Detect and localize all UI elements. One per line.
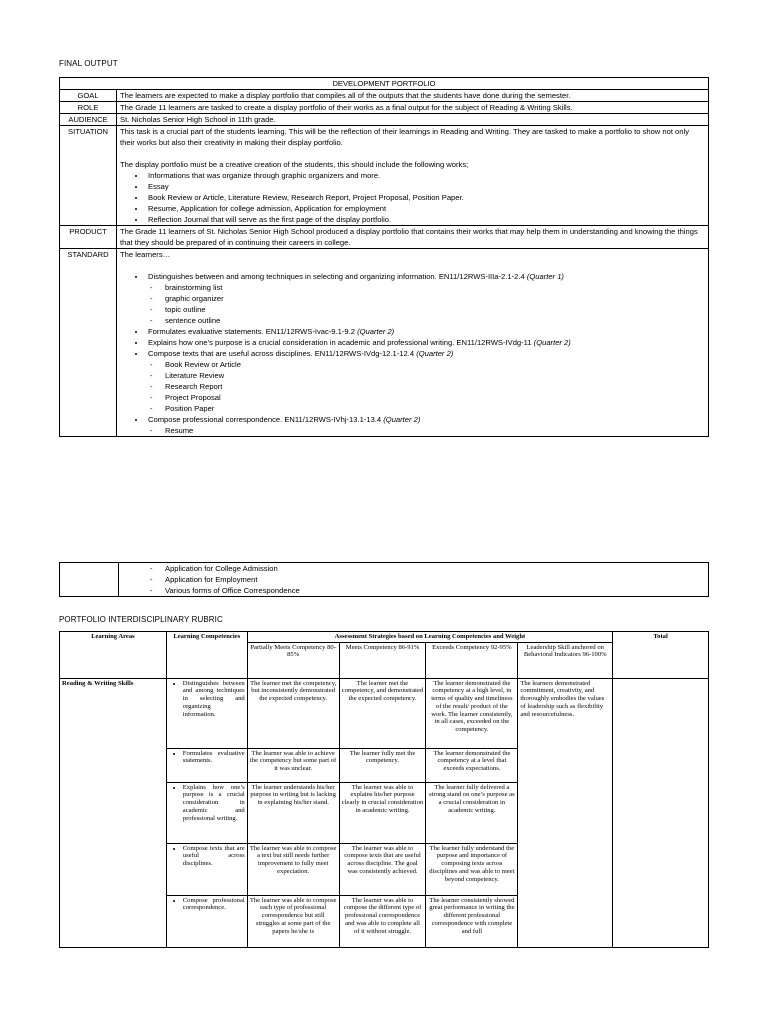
scale-meets: Meets Competency 86-91%	[339, 642, 426, 678]
quarter-tag: (Quarter 2)	[383, 415, 421, 424]
role-label: ROLE	[60, 102, 117, 114]
competency-cell	[166, 678, 247, 748]
rubric-cell: The learner demonstrated the competency at a high level, in terms of quality and timeliness of the result/ product of the work. The learner consistently, in all cases, exceeded on the competency.	[426, 678, 518, 748]
learning-area-cell: Reading & Writing Skills	[60, 678, 167, 947]
goal-label: GOAL	[60, 90, 117, 102]
scale-partially-meets: Partially Meets Competency 80-85%	[247, 642, 339, 678]
rubric-cell: The learner was able to compose each type of professional correspondence but still struggles at some part of the papers he/she is	[247, 895, 339, 947]
list-item: - Research Report	[166, 381, 705, 392]
standard-intro: The learners…	[120, 250, 171, 259]
situation-list	[120, 170, 705, 225]
standard-text: Formulates evaluative statements. EN11/12RWS-Ivac-9.1-9.2	[148, 327, 355, 336]
list-item: - Application for Employment	[166, 574, 705, 585]
list-item	[146, 348, 705, 414]
list-item: - graphic organizer	[166, 293, 705, 304]
header-assessment: Assessment Strategies based on Learning Competencies and Weight	[247, 632, 612, 643]
list-item: • Resume, Application for college admission, Application for employment	[146, 203, 705, 214]
list-item: - brainstorming list	[166, 282, 705, 293]
leadership-cell: The learners demonstrated commitment, creativity, and thoroughly embodies the values of leadership such as flexibility and resourcefulness.	[518, 678, 613, 947]
sub-list	[148, 359, 705, 414]
role-text: The Grade 11 learners are tasked to create a display portfolio of their works as a final output for the subject of Reading & Writing Skills.	[117, 102, 709, 114]
rubric-cell: The learner was able to achieve the competency but some part of it was unclear.	[247, 748, 339, 782]
rubric-cell: The learner fully delivered a strong stand on one’s purpose as a crucial consideration in academic writing.	[426, 782, 518, 843]
list-item: - Various forms of Office Correspondence	[166, 585, 705, 596]
header-total: Total	[613, 632, 709, 679]
standard-text: Compose texts that are useful across disciplines. EN11/12RWS-IVdg-12.1-12.4	[148, 349, 415, 358]
standard-cell	[117, 249, 709, 437]
competency-cell	[166, 748, 247, 782]
list-item: • Explains how one’s purpose is a crucial consideration in academic and professional writing.	[183, 784, 245, 823]
quarter-tag: (Quarter 2)	[357, 327, 395, 336]
continuation-table	[59, 562, 709, 597]
portfolio-title: DEVELOPMENT PORTFOLIO	[60, 78, 709, 90]
quarter-tag: (Quarter 1)	[526, 272, 564, 281]
list-item: • Reflection Journal that will serve as the first page of the display portfolio.	[146, 214, 705, 225]
goal-text: The learners are expected to make a display portfolio that compiles all of the outputs that the students have done during the semester.	[117, 90, 709, 102]
list-item: • Compose texts that are useful across disciplines.	[183, 845, 245, 868]
list-item: • Distinguishes between and among techniques in selecting and organizing information.	[183, 680, 245, 719]
competency-cell	[166, 895, 247, 947]
standard-label: STANDARD	[60, 249, 117, 437]
development-portfolio-table	[59, 77, 709, 437]
situation-label: SITUATION	[60, 126, 117, 226]
audience-text: St. Nicholas Senior High School in 11th grade.	[117, 114, 709, 126]
sub-list	[148, 425, 705, 436]
list-item: • Book Review or Article, Literature Review, Research Report, Project Proposal, Position Paper.	[146, 192, 705, 203]
list-item	[146, 414, 705, 436]
rubric-cell: The learner met the competency, and demonstrated the expected competency.	[339, 678, 426, 748]
rubric-cell: The learner understands his/her purpose in writing but is lacking in explaining his/her stand.	[247, 782, 339, 843]
total-cell	[613, 678, 709, 947]
standard-text: Compose professional correspondence. EN11/12RWS-IVhj-13.1-13.4	[148, 415, 382, 424]
rubric-heading: PORTFOLIO INTERDISCIPLINARY RUBRIC	[59, 615, 223, 624]
list-item: - Application for College Admission	[166, 563, 705, 574]
rubric-cell: The learner fully met the competency.	[339, 748, 426, 782]
rubric-cell: The learner met the competency, but inconsistently demonstrated the expected competency.	[247, 678, 339, 748]
sub-list	[122, 563, 705, 596]
rubric-cell: The learner was able to compose texts that are useful across discipline. The goal was consistently achieved.	[339, 843, 426, 895]
list-item: • Compose professional correspondence.	[183, 897, 245, 912]
header-learning-areas: Learning Areas	[60, 632, 167, 679]
situation-paragraph-1: This task is a crucial part of the students learning. This will be the reflection of their learnings in Reading and Writing. They are tasked to make a portfolio to show not only their works but also their creativity in making their display portfolio.	[120, 127, 689, 147]
list-item: - topic outline	[166, 304, 705, 315]
list-item: - Position Paper	[166, 403, 705, 414]
audience-label: AUDIENCE	[60, 114, 117, 126]
list-item: • Essay	[146, 181, 705, 192]
list-item: - Literature Review	[166, 370, 705, 381]
list-item: - Book Review or Article	[166, 359, 705, 370]
scale-exceeds: Exceeds Competency 92-95%	[426, 642, 518, 678]
rubric-cell: The learner was able to explains his/her purpose clearly in crucial consideration in academic writing.	[339, 782, 426, 843]
list-item: - Resume	[166, 425, 705, 436]
scale-leadership: Leadership Skill anchored on Behavioral Indicators 96-100%	[518, 642, 613, 678]
standard-text: Distinguishes between and among techniques in selecting and organizing information. EN11/12RWS-IIIa-2.1-2.4	[148, 272, 525, 281]
empty-cell	[60, 563, 119, 597]
quarter-tag: (Quarter 2)	[533, 338, 571, 347]
list-item: • Formulates evaluative statements.	[183, 750, 245, 765]
list-item: - sentence outline	[166, 315, 705, 326]
final-output-heading: FINAL OUTPUT	[59, 59, 118, 68]
list-item: • Informations that was organize through graphic organizers and more.	[146, 170, 705, 181]
rubric-table	[59, 631, 709, 948]
situation-cell	[117, 126, 709, 226]
standard-text: Explains how one’s purpose is a crucial consideration in academic and professional writing. EN11/12RWS-IVdg-11	[148, 338, 532, 347]
competency-cell	[166, 843, 247, 895]
standard-list	[120, 271, 705, 436]
rubric-cell: The learner demonstrated the competency at a level that exceeds expectations.	[426, 748, 518, 782]
competency-cell	[166, 782, 247, 843]
rubric-cell: The learner fully understand the purpose and importance of composing texts across disciplines and was able to meet beyond competency.	[426, 843, 518, 895]
situation-paragraph-2: The display portfolio must be a creative creation of the students, this should include the following works;	[120, 160, 469, 169]
list-item	[146, 337, 705, 348]
sub-list	[148, 282, 705, 326]
header-learning-competencies: Learning Competencies	[166, 632, 247, 679]
rubric-cell: The learner was able to compose the different type of professional correspondence and was able to complete all of it without struggle.	[339, 895, 426, 947]
list-item	[146, 326, 705, 337]
continuation-cell	[119, 563, 709, 597]
rubric-cell: The learner consistently showed great performance in writing the different professional correspondence with complete and full	[426, 895, 518, 947]
product-text: The Grade 11 learners of St. Nicholas Senior High School produced a display portfolio that contains their works that may help them in understanding and knowing the things that they should be prepared of in continuing their careers in college.	[117, 226, 709, 249]
list-item: - Project Proposal	[166, 392, 705, 403]
list-item	[146, 271, 705, 326]
rubric-cell: The learner was able to compose a text but still needs further improvement to fully meet expectation.	[247, 843, 339, 895]
quarter-tag: (Quarter 2)	[416, 349, 454, 358]
product-label: PRODUCT	[60, 226, 117, 249]
